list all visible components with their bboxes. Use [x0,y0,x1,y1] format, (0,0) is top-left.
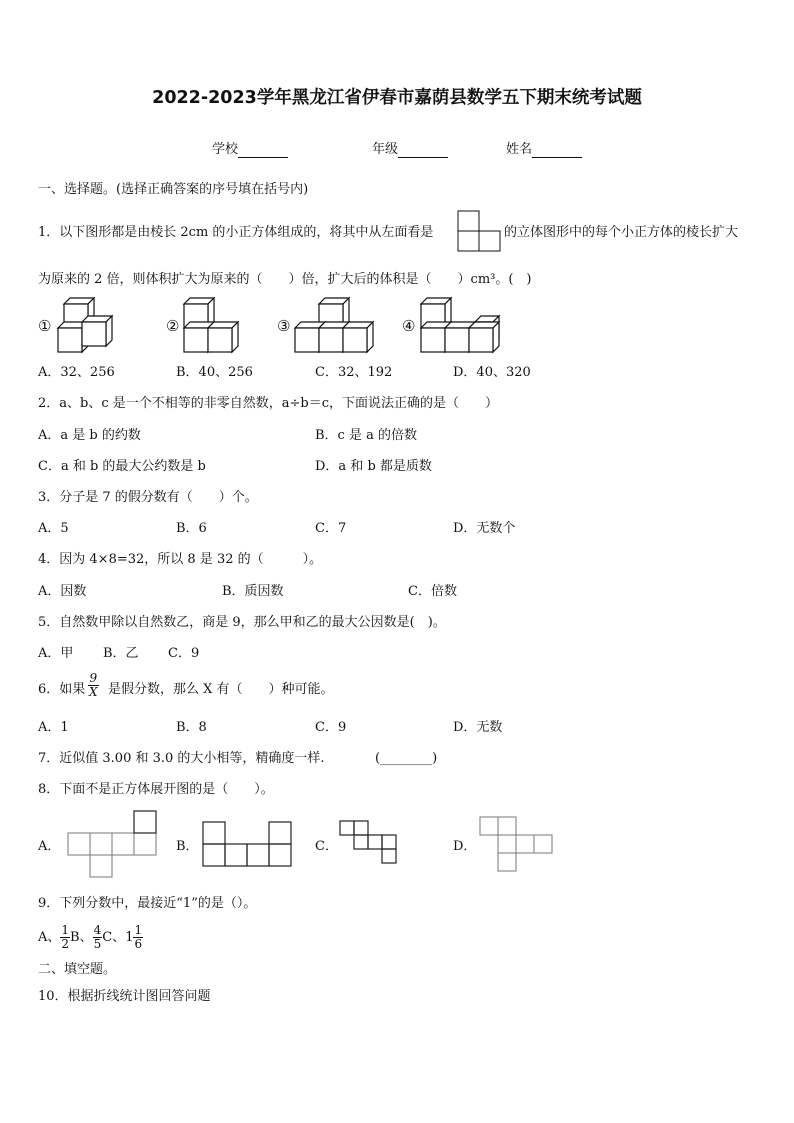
q1-stem-part1: 1．以下图形都是由棱长 2cm 的小正方体组成的，将其中从左面看是 [38,225,434,240]
q4-option-b[interactable]: B．质因数 [222,584,284,599]
q4-stem: 4．因为 4×8=32，所以 8 是 32 的（ ）。 [38,552,323,567]
q8-stem: 8．下面不是正方体展开图的是（ ）。 [38,782,274,797]
q7-answer-blank[interactable]: (________) [375,751,438,766]
q1-option-a[interactable]: A．32、256 [38,365,115,380]
grade-label: 年级 [372,142,399,157]
name-label: 姓名 [506,142,533,157]
q6-frac-num: 9 [89,671,98,685]
q2-option-d[interactable]: D．a 和 b 都是质数 [315,459,432,474]
q6-stem-part1: 6．如果 [38,682,86,697]
q2-stem: 2．a、b、c 是一个不相等的非零自然数，a÷b＝c，下面说法正确的是（ ） [38,396,499,411]
q1-stem-line2: 为原来的 2 倍，则体积扩大为原来的（ ）倍，扩大后的体积是（ ）cm³。( ) [38,272,532,287]
q1-left-view-figure [457,210,501,252]
q1-option-b[interactable]: B．40、256 [176,365,253,380]
q4-option-c[interactable]: C．倍数 [408,584,457,599]
q5-option-b[interactable]: B．乙 [103,646,139,661]
q1-option-c[interactable]: C．32、192 [315,365,393,380]
q4-option-a[interactable]: A．因数 [38,584,87,599]
q9-option-a[interactable]: A、 $\frac{1}{2}$ [38,923,70,951]
name-field[interactable] [506,142,582,158]
q2-option-b[interactable]: B．c 是 a 的倍数 [315,428,417,443]
q1-figure-label-4: ④ [402,317,416,335]
q9-stem: 9．下列分数中，最接近“1”的是（）。 [38,896,257,911]
q6-option-d[interactable]: D．无数 [453,720,503,735]
q5-option-a[interactable]: A．甲 [38,646,74,661]
q1-figure-2 [184,298,240,354]
q8-option-a[interactable]: A． [38,839,61,854]
q7-stem: 7．近似值 3.00 和 3.0 的大小相等，精确度一样. [38,751,325,766]
q6-stem-part2: 是假分数，那么 X 有（ ）种可能。 [108,682,334,697]
q8-net-a [68,811,158,877]
q3-option-c[interactable]: C．7 [315,521,347,536]
q1-figure-1 [58,298,118,354]
q2-option-c[interactable]: C．a 和 b 的最大公约数是 b [38,459,206,474]
q6-option-c[interactable]: C．9 [315,720,347,735]
q6-frac-den: X [89,685,98,699]
school-label: 学校 [212,142,239,157]
q8-net-d [480,817,552,873]
q8-net-c [340,821,400,867]
page-title: 2022-2023学年黑龙江省伊春市嘉荫县数学五下期末统考试题 [152,88,642,108]
grade-field[interactable] [372,142,448,158]
q10-stem: 10．根据折线统计图回答问题 [38,989,211,1004]
school-blank[interactable] [238,143,288,158]
section-heading-choice: 一、选择题。(选择正确答案的序号填在括号内) [38,182,309,197]
q8-net-b [203,822,295,866]
q2-option-a[interactable]: A．a 是 b 的约数 [38,428,141,443]
q9-frac-a: $\frac{1}{2}$ [61,923,70,951]
q6-fraction [88,672,99,699]
q8-option-c[interactable]: C． [315,839,338,854]
cube [82,316,112,346]
q3-option-b[interactable]: B．6 [176,521,207,536]
name-blank[interactable] [532,143,582,158]
q1-stem-part2: 的立体图形中的每个小正方体的棱长扩大 [504,225,739,240]
q9-frac-b: $\frac{4}{5}$ [93,923,102,951]
q1-figure-4 [421,298,505,354]
q3-option-d[interactable]: D．无数个 [453,521,516,536]
q8-option-b[interactable]: B． [176,839,199,854]
q1-figure-3 [295,298,375,354]
section-heading-fill: 二、填空题。 [38,962,117,977]
q6-option-b[interactable]: B．8 [176,720,207,735]
q3-stem: 3．分子是 7 的假分数有（ ）个。 [38,490,258,505]
q9-frac-c: $\frac{1}{6}$ [134,923,143,951]
q6-option-a[interactable]: A．1 [38,720,69,735]
q9-options [38,920,143,956]
q9-option-c[interactable]: C、1 $\frac{1}{6}$ [102,923,143,951]
q1-option-d[interactable]: D．40、320 [453,365,531,380]
q3-option-a[interactable]: A．5 [38,521,69,536]
q5-option-c[interactable]: C．9 [168,646,200,661]
q1-figure-label-3: ③ [277,317,291,335]
q5-stem: 5．自然数甲除以自然数乙，商是 9，那么甲和乙的最大公因数是( )。 [38,615,446,630]
q1-figure-label-2: ② [166,317,180,335]
q9-option-b[interactable]: B、 $\frac{4}{5}$ [70,923,102,951]
grade-blank[interactable] [398,143,448,158]
q1-figure-label-1: ① [38,317,52,335]
school-field[interactable] [212,142,288,158]
q8-option-d[interactable]: D． [453,839,477,854]
